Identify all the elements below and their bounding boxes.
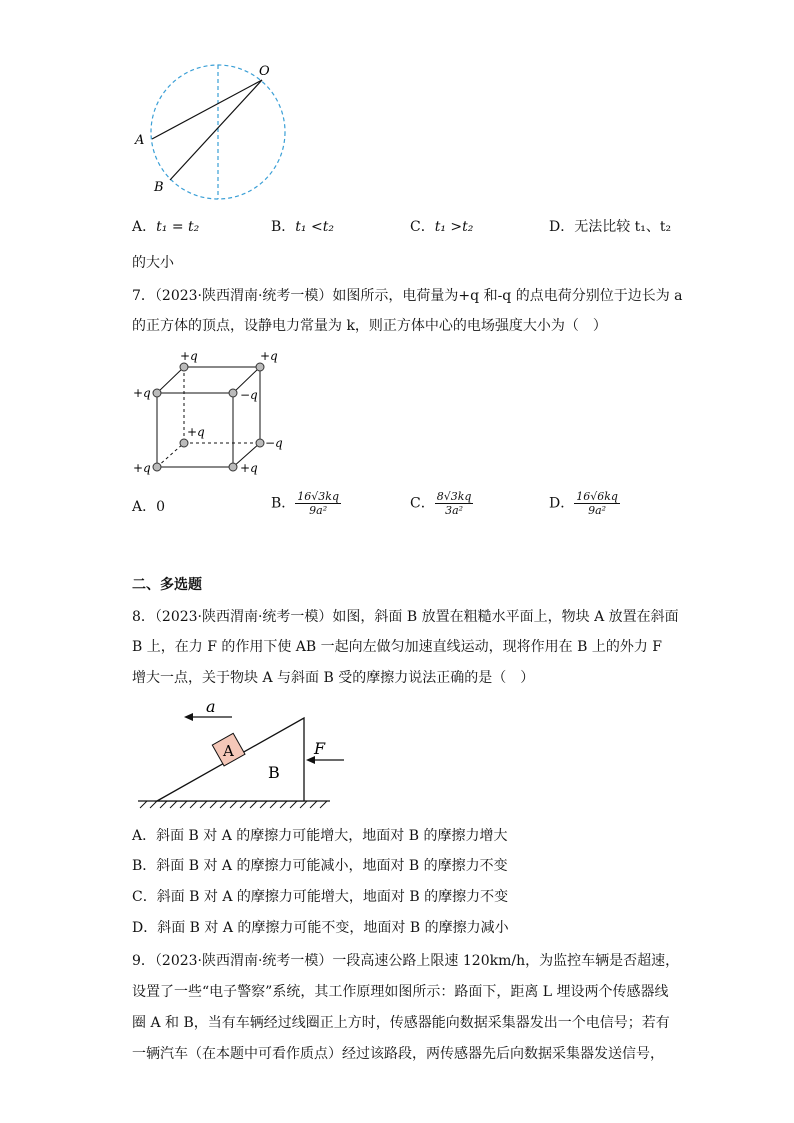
label-b: B xyxy=(154,180,164,195)
cube-figure xyxy=(128,342,288,482)
q7-option-a[interactable]: A．0 xyxy=(132,499,166,515)
q8-stem-line3: 增大一点，关于物块 A 与斜面 B 受的摩擦力说法正确的是（ ） xyxy=(132,670,535,686)
q7-option-b[interactable]: B． $\frac{16√3kq}{\text{9a²}}$ xyxy=(271,490,340,517)
q9-stem-line2: 设置了一些“电子警察”系统，其工作原理如图所示：路面下，距离 L 埋设两个传感器线 xyxy=(132,984,669,1000)
q6-option-d[interactable]: D．无法比较 t₁、t₂ xyxy=(549,219,672,235)
q6-option-b[interactable]: B．t₁ <t₂ xyxy=(271,219,334,235)
wedge-label: B xyxy=(268,763,280,782)
charge-top-front-left: +q xyxy=(133,386,151,400)
charge-bottom-front-left: +q xyxy=(133,461,151,475)
q9-stem-line3: 圈 A 和 B，当有车辆经过线圈正上方时，传感器能向数据采集器发出一个电信号；若有 xyxy=(132,1015,670,1031)
charge-bottom-back-left: +q xyxy=(187,425,205,439)
q6-option-d-continued: 的大小 xyxy=(132,255,174,271)
q7-stem-line1: 7．（2023·陕西渭南·统考一模）如图所示，电荷量为+q 和-q 的点电荷分别位于边长为 a xyxy=(132,288,683,304)
block-label: A xyxy=(223,742,234,760)
section-title-multiple-choice: 二、多选题 xyxy=(132,577,202,593)
q8-stem-line2: B 上，在力 F 的作用下使 AB 一起向左做匀加速直线运动，现将作用在 B 上的外力 F xyxy=(132,639,663,655)
q9-stem-line1: 9．（2023·陕西渭南·统考一模）一段高速公路上限速 120km/h，为监控车辆是否超速， xyxy=(132,953,680,969)
q9-stem-line4: 一辆汽车（在本题中可看作质点）经过该路段，两传感器先后向数据采集器发送信号， xyxy=(132,1046,664,1062)
q7-stem-line2: 的正方体的顶点，设静电力常量为 k，则正方体中心的电场强度大小为（ ） xyxy=(132,318,607,334)
charge-bottom-back-right: −q xyxy=(265,436,283,450)
label-o: O xyxy=(259,64,270,79)
incline-figure xyxy=(132,698,362,818)
q8-option-b[interactable]: B．斜面 B 对 A 的摩擦力可能减小，地面对 B 的摩擦力不变 xyxy=(132,858,508,874)
q6-option-a[interactable]: A．t₁ = t₂ xyxy=(132,219,200,235)
circle-figure xyxy=(130,58,300,208)
q6-option-c[interactable]: C．t₁ >t₂ xyxy=(410,219,474,235)
label-a: A xyxy=(135,133,145,148)
accel-label: a xyxy=(206,698,216,716)
charge-top-back-left: +q xyxy=(180,349,198,363)
q8-option-c[interactable]: C．斜面 B 对 A 的摩擦力可能增大，地面对 B 的摩擦力不变 xyxy=(132,889,509,905)
q8-option-a[interactable]: A．斜面 B 对 A 的摩擦力可能增大，地面对 B 的摩擦力增大 xyxy=(132,828,508,844)
charge-top-back-right: +q xyxy=(260,349,278,363)
q7-option-c[interactable]: C． $\frac{8√3kq}{\text{3a²}}$ xyxy=(410,490,472,517)
q8-option-d[interactable]: D．斜面 B 对 A 的摩擦力可能不变，地面对 B 的摩擦力减小 xyxy=(132,920,509,936)
charge-bottom-front-right: +q xyxy=(240,461,258,475)
q7-option-d[interactable]: D． $\frac{16√6kq}{\text{9a²}}$ xyxy=(549,490,618,517)
charge-top-front-right: −q xyxy=(240,388,258,402)
force-label: F xyxy=(314,739,326,758)
q8-stem-line1: 8．（2023·陕西渭南·统考一模）如图，斜面 B 放置在粗糙水平面上，物块 A 放置在斜面 xyxy=(132,609,679,625)
